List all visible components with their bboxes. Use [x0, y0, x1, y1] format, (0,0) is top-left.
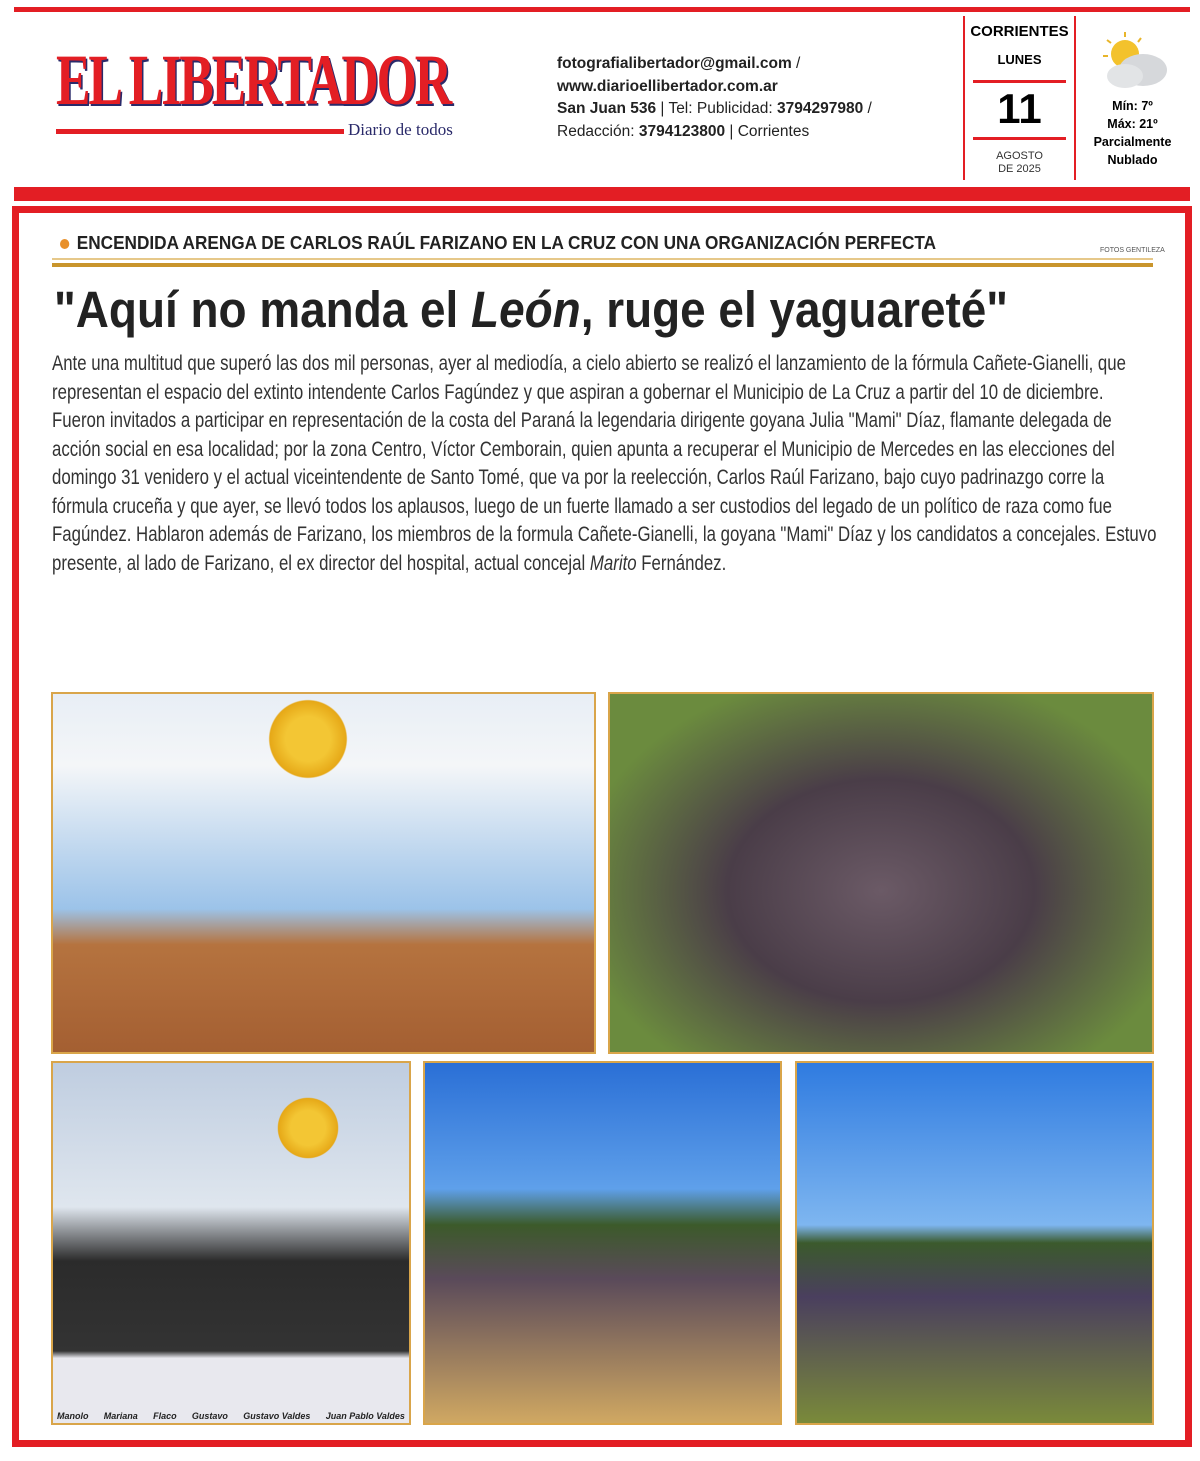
- city: Corrientes: [737, 122, 810, 140]
- photo-candidates-raised-hands: [51, 1061, 411, 1425]
- weather-box: [1080, 30, 1185, 169]
- temp-max: Máx: 21º: [1107, 117, 1158, 131]
- banner-name: Juan Pablo Valdes: [325, 1411, 405, 1421]
- date-weekday: LUNES: [997, 52, 1042, 67]
- top-rule: [14, 7, 1190, 12]
- photo-crowd-field: [795, 1061, 1154, 1425]
- banner-name: Gustavo: [191, 1411, 228, 1421]
- sun-of-may-icon: [263, 694, 353, 784]
- red-tel: 3794123800: [638, 122, 726, 140]
- article-kicker: ENCENDIDA ARENGA DE CARLOS RAÚL FARIZANO EN LA CRUZ CON UNA ORGANIZACIÓN PERFECTA: [60, 232, 936, 254]
- banner-names: [57, 1411, 405, 1421]
- banner-name: Flaco: [153, 1411, 177, 1421]
- headline: "Aquí no manda el León, ruge el yaguareté": [54, 281, 1009, 338]
- tel: 3794297980: [777, 100, 864, 117]
- red-label: Redacción:: [557, 122, 635, 140]
- article-body: Ante una multitud que superó las dos mil personas, ayer al mediodía, a cielo abierto se realizó el lanzamiento de la fórmula Cañete-Gianelli, que representan el espacio del extinto intendente Carlos Fagúndez y que aspiran a gobernar el Municipio de La Cruz a partir del 10 de diciembre. Fueron invitados a participar en representación de la costa del Paraná la legendaria dirigente goyana Julia "Mami" Díaz, flamante delegada de acción social en esa localidad; por la zona Centro, Víctor Cemborain, quien apunta a recuperar el Municipio de Mercedes en las elecciones del domingo 31 venidero y el actual viceintendente de Santo Tomé, que va por la reelección, Carlos Raúl Farizano, bajo cuyo padrinazgo corre la fórmula cruceña y que ayer, se llevó todos los aplausos, luego de un fuerte llamado a ser custodios del legado de un político de raza como fue Fagúndez. Hablaron además de Farizano, los miembros de la formula Cañete-Gianelli, la goyana "Mami" Díaz y los candidatos a concejales. Estuvo presente, al lado de Farizano, el ex director del hospital, actual concejal Marito Fernández.: [52, 352, 1157, 575]
- date-city: CORRIENTES: [970, 23, 1069, 40]
- rule-thin: [52, 258, 1153, 260]
- date-box: [963, 16, 1076, 180]
- partly-cloudy-icon: [1095, 30, 1171, 92]
- date-month: AGOSTO: [996, 150, 1043, 162]
- condition-2: Nublado: [1107, 153, 1158, 167]
- temp-min: Mín: 7º: [1112, 99, 1153, 113]
- email-link[interactable]: fotografialibertador@gmail.com: [557, 55, 792, 72]
- masthead-logo: EL LIBERTADOR: [56, 40, 451, 120]
- sun-of-may-icon: [273, 1093, 343, 1163]
- date-year: DE 2025: [998, 163, 1041, 175]
- photo-tables-lunch: [423, 1061, 782, 1425]
- rule-thick: [52, 263, 1153, 267]
- banner-name: Gustavo Valdes: [243, 1411, 311, 1421]
- banner-name: Mariana: [103, 1411, 138, 1421]
- bullet-icon: [60, 239, 69, 249]
- contact-info: fotografialibertador@gmail.com / www.diarioellibertador.com.ar San Juan 536 | Tel: Publicidad: 3794297980 / Redacción: 3794123800 | Corrientes: [557, 55, 872, 140]
- logo-underline: [56, 129, 344, 134]
- photo-credit: FOTOS GENTILEZA: [1100, 247, 1165, 254]
- date-day: 11: [997, 85, 1042, 132]
- photo-speakers-stage: [51, 692, 596, 1054]
- address: San Juan 536: [557, 100, 657, 117]
- masthead-slogan: Diario de todos: [348, 120, 453, 139]
- banner-name: Manolo: [57, 1411, 89, 1421]
- header-red-bar: [14, 187, 1190, 201]
- photo-aerial-crowd: [608, 692, 1154, 1054]
- tel-label: Tel: Publicidad:: [668, 100, 773, 117]
- website-link[interactable]: www.diarioellibertador.com.ar: [557, 77, 778, 95]
- condition-1: Parcialmente: [1093, 135, 1172, 149]
